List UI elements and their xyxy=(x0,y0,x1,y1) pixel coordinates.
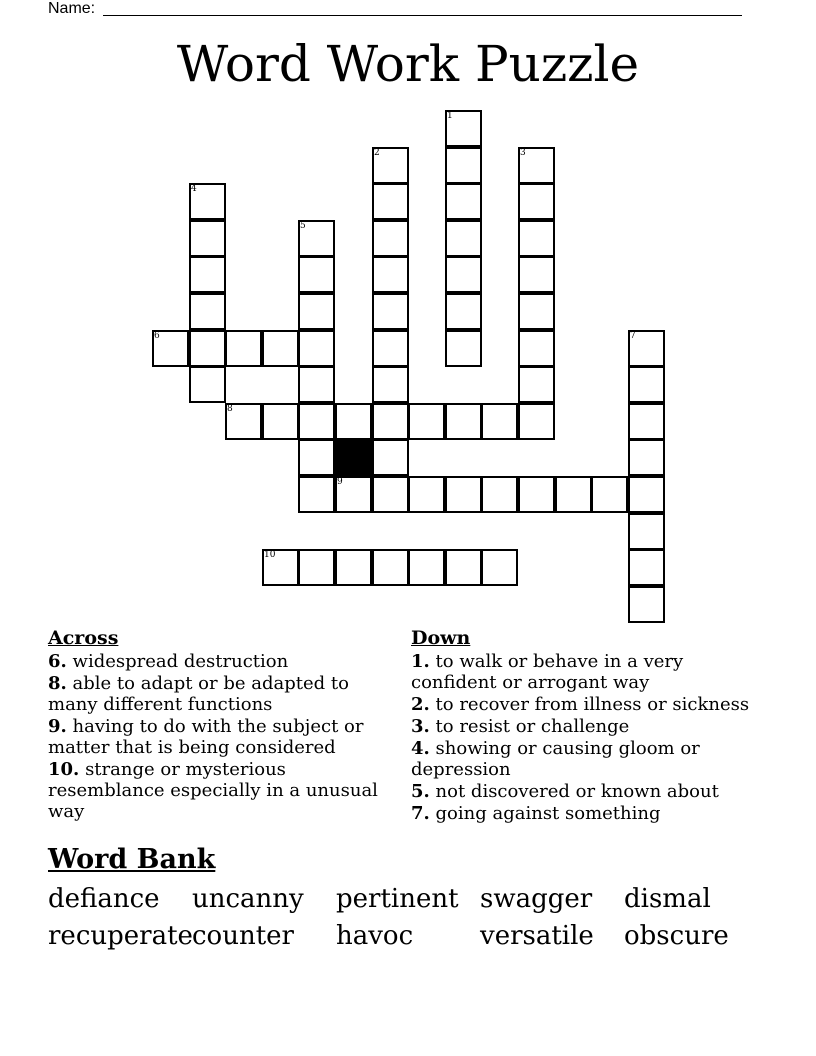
cell-number: 5 xyxy=(300,221,306,231)
grid-cell[interactable] xyxy=(518,293,555,330)
grid-cell[interactable] xyxy=(445,476,482,513)
clue-down-2: 2. to recover from illness or sickness xyxy=(411,694,750,715)
grid-cell[interactable] xyxy=(481,476,518,513)
grid-cell[interactable] xyxy=(628,439,665,476)
grid-cell[interactable] xyxy=(372,293,409,330)
grid-cell[interactable] xyxy=(298,476,335,513)
word-bank-item: obscure xyxy=(624,921,729,951)
grid-cell[interactable] xyxy=(628,403,665,440)
grid-cell[interactable] xyxy=(372,366,409,403)
grid-cell[interactable] xyxy=(335,549,372,586)
grid-cell[interactable] xyxy=(189,366,226,403)
grid-cell[interactable] xyxy=(189,220,226,257)
cell-number: 3 xyxy=(520,148,526,158)
grid-cell[interactable] xyxy=(372,403,409,440)
word-bank-item: havoc xyxy=(336,921,414,951)
word-bank-item: recuperate xyxy=(48,921,193,951)
clue-across-6: 6. widespread destruction xyxy=(48,651,289,672)
grid-cell[interactable] xyxy=(152,330,189,367)
grid-cell[interactable] xyxy=(518,183,555,220)
grid-cell[interactable] xyxy=(189,293,226,330)
grid-cell[interactable] xyxy=(372,183,409,220)
across-clues xyxy=(48,628,388,823)
grid-cell[interactable] xyxy=(408,403,445,440)
grid-cell[interactable] xyxy=(628,366,665,403)
grid-cell[interactable] xyxy=(445,330,482,367)
grid-cell[interactable] xyxy=(555,476,592,513)
clue-down-7: 7. going against something xyxy=(411,803,661,824)
grid-cell[interactable] xyxy=(628,513,665,550)
grid-cell[interactable] xyxy=(298,220,335,257)
word-bank-item: defiance xyxy=(48,884,160,914)
word-bank-item: dismal xyxy=(624,884,711,914)
grid-cell[interactable] xyxy=(518,476,555,513)
cell-number: 2 xyxy=(374,148,380,158)
grid-cell[interactable] xyxy=(518,256,555,293)
grid-cell[interactable] xyxy=(591,476,628,513)
grid-cell[interactable] xyxy=(445,403,482,440)
grid-cell[interactable] xyxy=(518,220,555,257)
grid-cell[interactable] xyxy=(372,220,409,257)
grid-cell[interactable] xyxy=(225,330,262,367)
grid-cell[interactable] xyxy=(445,147,482,184)
grid-cell[interactable] xyxy=(335,476,372,513)
cell-number: 9 xyxy=(337,477,343,487)
black-square xyxy=(335,439,372,476)
grid-cell[interactable] xyxy=(372,476,409,513)
word-bank-item: swagger xyxy=(480,884,593,914)
clue-down-1: 1. to walk or behave in a very confident or arrogant way xyxy=(411,651,684,693)
grid-cell[interactable] xyxy=(298,330,335,367)
grid-cell[interactable] xyxy=(189,256,226,293)
grid-cell[interactable] xyxy=(518,403,555,440)
grid-cell[interactable] xyxy=(335,403,372,440)
grid-cell[interactable] xyxy=(298,256,335,293)
grid-cell[interactable] xyxy=(481,549,518,586)
word-bank-item: counter xyxy=(192,921,294,951)
grid-cell[interactable] xyxy=(298,439,335,476)
word-bank-item: pertinent xyxy=(336,884,459,914)
grid-cell[interactable] xyxy=(225,403,262,440)
grid-cell[interactable] xyxy=(189,330,226,367)
grid-cell[interactable] xyxy=(518,147,555,184)
grid-cell[interactable] xyxy=(481,403,518,440)
word-bank-item: uncanny xyxy=(192,884,304,914)
grid-cell[interactable] xyxy=(445,293,482,330)
down-clues xyxy=(411,628,751,825)
grid-cell[interactable] xyxy=(262,330,299,367)
grid-cell[interactable] xyxy=(445,220,482,257)
grid-cell[interactable] xyxy=(445,256,482,293)
grid-cell[interactable] xyxy=(445,549,482,586)
grid-cell[interactable] xyxy=(372,549,409,586)
grid-cell[interactable] xyxy=(628,586,665,623)
name-label: Name: xyxy=(48,0,96,17)
cell-number: 10 xyxy=(264,550,276,560)
clue-across-9: 9. having to do with the subject or matter that is being considered xyxy=(48,716,364,758)
clue-across-10: 10. strange or mysterious resemblance especially in a unusual way xyxy=(48,759,378,822)
grid-cell[interactable] xyxy=(298,549,335,586)
grid-cell[interactable] xyxy=(372,330,409,367)
word-bank-item: versatile xyxy=(480,921,594,951)
grid-cell[interactable] xyxy=(298,366,335,403)
cell-number: 8 xyxy=(227,404,233,414)
grid-cell[interactable] xyxy=(189,183,226,220)
clue-across-8: 8. able to adapt or be adapted to many different functions xyxy=(48,673,349,715)
cell-number: 6 xyxy=(154,331,160,341)
clue-down-5: 5. not discovered or known about xyxy=(411,781,719,802)
grid-cell[interactable] xyxy=(445,110,482,147)
cell-number: 7 xyxy=(630,331,636,341)
grid-cell[interactable] xyxy=(372,439,409,476)
grid-cell[interactable] xyxy=(408,549,445,586)
grid-cell[interactable] xyxy=(628,476,665,513)
word-bank-heading: Word Bank xyxy=(48,844,216,875)
grid-cell[interactable] xyxy=(298,403,335,440)
grid-cell[interactable] xyxy=(518,330,555,367)
grid-cell[interactable] xyxy=(408,476,445,513)
across-heading: Across xyxy=(48,627,119,649)
grid-cell[interactable] xyxy=(372,147,409,184)
grid-cell[interactable] xyxy=(445,183,482,220)
grid-cell[interactable] xyxy=(298,293,335,330)
word-bank xyxy=(48,882,768,954)
cell-number: 4 xyxy=(191,184,197,194)
grid-cell[interactable] xyxy=(628,549,665,586)
grid-cell[interactable] xyxy=(262,549,299,586)
grid-cell[interactable] xyxy=(518,366,555,403)
grid-cell[interactable] xyxy=(262,403,299,440)
grid-cell[interactable] xyxy=(628,330,665,367)
cell-number: 1 xyxy=(447,111,453,121)
page-title: Word Work Puzzle xyxy=(176,35,640,93)
clue-down-3: 3. to resist or challenge xyxy=(411,716,630,737)
clue-down-4: 4. showing or causing gloom or depression xyxy=(411,738,700,780)
down-heading: Down xyxy=(411,627,471,649)
grid-cell[interactable] xyxy=(372,256,409,293)
